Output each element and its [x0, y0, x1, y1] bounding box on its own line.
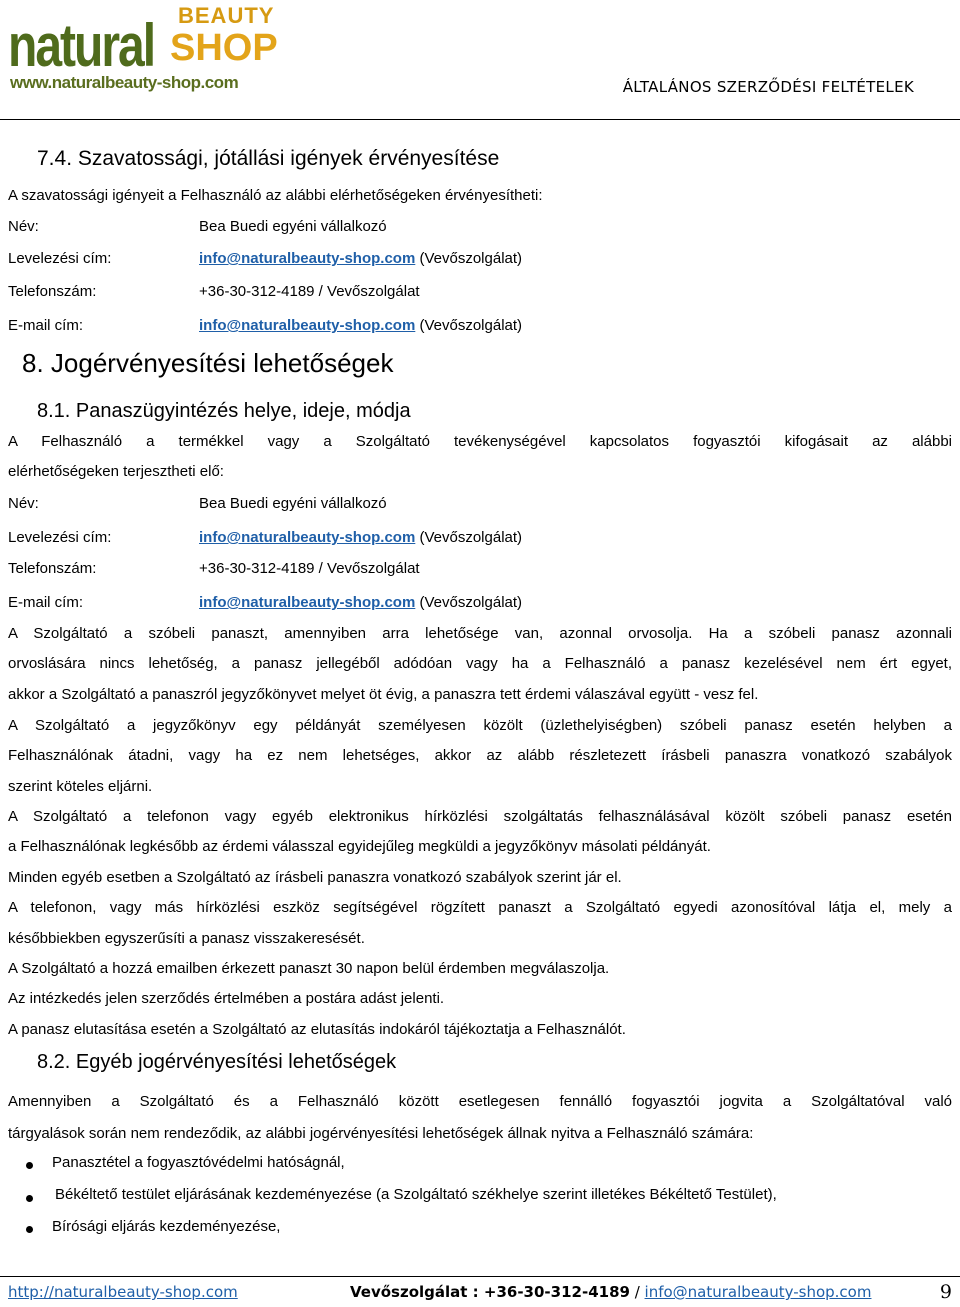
- contact-label-email: E-mail cím:: [8, 317, 83, 334]
- contact-label-phone: Telefonszám:: [8, 283, 97, 300]
- page-footer: [0, 1276, 960, 1307]
- logo-natural-text: natural: [8, 13, 155, 80]
- list-item: Panasztétel a fogyasztóvédelmi hatóságnál,: [52, 1154, 345, 1171]
- section-8-2-heading: 8.2. Egyéb jogérvényesítési lehetőségek: [37, 1051, 397, 1073]
- paragraph-line: Minden egyéb esetben a Szolgáltató az írásbeli panaszra vonatkozó szabályok szerint jár el.: [8, 869, 622, 886]
- document-title: ÁLTALÁNOS SZERZŐDÉSI FELTÉTELEK: [622, 78, 914, 96]
- email-link[interactable]: info@naturalbeauty-shop.com: [199, 317, 416, 334]
- section-8-1-heading: 8.1. Panaszügyintézés helye, ideje, módja: [37, 400, 411, 422]
- email-suffix: (Vevőszolgálat): [415, 594, 523, 611]
- section-7-4-heading: 7.4. Szavatossági, jótállási igények érvényesítése: [37, 147, 500, 170]
- postal-suffix: (Vevőszolgálat): [415, 529, 523, 546]
- bullet-icon: [26, 1195, 33, 1202]
- logo-url-text: www.naturalbeauty-shop.com: [10, 73, 239, 92]
- postal-email-link[interactable]: info@naturalbeauty-shop.com: [199, 250, 416, 267]
- page-header: [0, 0, 960, 120]
- contact-value-email: [199, 594, 522, 611]
- paragraph-line: Az intézkedés jelen szerződés értelmében a postára adást jelenti.: [8, 990, 445, 1007]
- contact-label-postal: Levelezési cím:: [8, 529, 112, 546]
- list-item: Békéltető testület eljárásának kezdeményezése (a Szolgáltató székhelye szerint illetékes Békéltető Testület),: [55, 1186, 777, 1203]
- paragraph-line: A Szolgáltató a telefonon vagy egyéb elektronikus hírközlési szolgáltatás felhasználásával közölt szóbeli panasz esetén: [8, 808, 952, 825]
- paragraph-line: szerint köteles eljárni.: [8, 778, 153, 795]
- contact-label-name: Név:: [8, 495, 39, 512]
- paragraph-line: orvoslására nincs lehetőség, a panasz jellegéből adódóan vagy ha a Felhasználó a panasz kezelésével nem ért egyet,: [8, 655, 952, 672]
- bullet-icon: [26, 1162, 33, 1169]
- paragraph-line: akkor a Szolgáltató a panaszról jegyzőkönyvet melyet öt évig, a panaszra tett érdemi válaszával együtt - vesz fel.: [8, 686, 759, 703]
- footer-contact: [350, 1283, 871, 1301]
- section-8-heading: 8. Jogérvényesítési lehetőségek: [22, 348, 394, 378]
- natural-beauty-shop-logo[interactable]: [8, 5, 278, 95]
- section-8-2-line-1: Amennyiben a Szolgáltató és a Felhasználó között esetlegesen fennálló fogyasztói jogvita a Szolgáltatóval való: [8, 1093, 952, 1110]
- footer-email-link[interactable]: info@naturalbeauty-shop.com: [644, 1283, 872, 1301]
- section-7-4-intro: A szavatossági igényeit a Felhasználó az alábbi elérhetőségeken érvényesítheti:: [8, 187, 543, 204]
- contact-value-name: Bea Buedi egyéni vállalkozó: [199, 495, 387, 512]
- paragraph-line: A Szolgáltató a szóbeli panaszt, amennyiben arra lehetősége van, azonnal orvosolja. Ha a szóbeli panasz azonnali: [8, 625, 952, 642]
- email-link[interactable]: info@naturalbeauty-shop.com: [199, 594, 416, 611]
- list-item: Bírósági eljárás kezdeményezése,: [52, 1218, 281, 1235]
- contact-value-postal: [199, 250, 522, 267]
- contact-label-name: Név:: [8, 218, 39, 235]
- contact-label-phone: Telefonszám:: [8, 560, 97, 577]
- contact-label-postal: Levelezési cím:: [8, 250, 112, 267]
- paragraph-line: A telefonon, vagy más hírközlési eszköz segítségével rögzített panaszt a Szolgáltató egyedi azonosítóval látja el, mely a: [8, 899, 952, 916]
- footer-service-label: Vevőszolgálat : +36-30-312-4189: [350, 1283, 630, 1301]
- bullet-icon: [26, 1226, 33, 1233]
- postal-email-link[interactable]: info@naturalbeauty-shop.com: [199, 529, 416, 546]
- footer-separator: /: [629, 1283, 645, 1301]
- section-8-1-intro-line-1: A Felhasználó a termékkel vagy a Szolgáltató tevékenységével kapcsolatos fogyasztói kifogásait az alábbi: [8, 433, 952, 450]
- paragraph-line: a Felhasználónak legkésőbb az érdemi válasszal egyidejűleg megküldi a jegyzőkönyv másolati példányát.: [8, 838, 711, 855]
- section-8-2-line-2: tárgyalások során nem rendeződik, az alábbi jogérvényesítési lehetőségek állnak nyitva a Felhasználó számára:: [8, 1125, 754, 1142]
- paragraph-line: későbbiekben egyszerűsíti a panasz visszakeresését.: [8, 930, 365, 947]
- paragraph-line: Felhasználónak átadni, vagy ha ez nem lehetséges, akkor az alább részletezett írásbeli panaszra vonatkozó szabályok: [8, 747, 952, 764]
- contact-value-phone: +36-30-312-4189 / Vevőszolgálat: [199, 283, 420, 300]
- email-suffix: (Vevőszolgálat): [415, 317, 523, 334]
- contact-value-email: [199, 317, 522, 334]
- contact-value-name: Bea Buedi egyéni vállalkozó: [199, 218, 387, 235]
- contact-label-email: E-mail cím:: [8, 594, 83, 611]
- footer-website-link[interactable]: http://naturalbeauty-shop.com: [8, 1283, 238, 1301]
- contact-value-phone: +36-30-312-4189 / Vevőszolgálat: [199, 560, 420, 577]
- logo-shop-text: SHOP: [170, 27, 278, 69]
- paragraph-line: A Szolgáltató a jegyzőkönyv egy példányát személyesen közölt (üzlethelyiségben) szóbeli panasz esetén helyben a: [8, 717, 952, 734]
- paragraph-line: A Szolgáltató a hozzá emailben érkezett panaszt 30 napon belül érdemben megválaszolja.: [8, 960, 610, 977]
- postal-suffix: (Vevőszolgálat): [415, 250, 523, 267]
- logo-beauty-text: BEAUTY: [178, 3, 275, 28]
- contact-value-postal: [199, 529, 522, 546]
- section-8-1-intro-line-2: elérhetőségeken terjesztheti elő:: [8, 463, 224, 480]
- page-number: 9: [939, 1281, 952, 1303]
- paragraph-line: A panasz elutasítása esetén a Szolgáltató az elutasítás indokáról tájékoztatja a Felhasználót.: [8, 1021, 626, 1038]
